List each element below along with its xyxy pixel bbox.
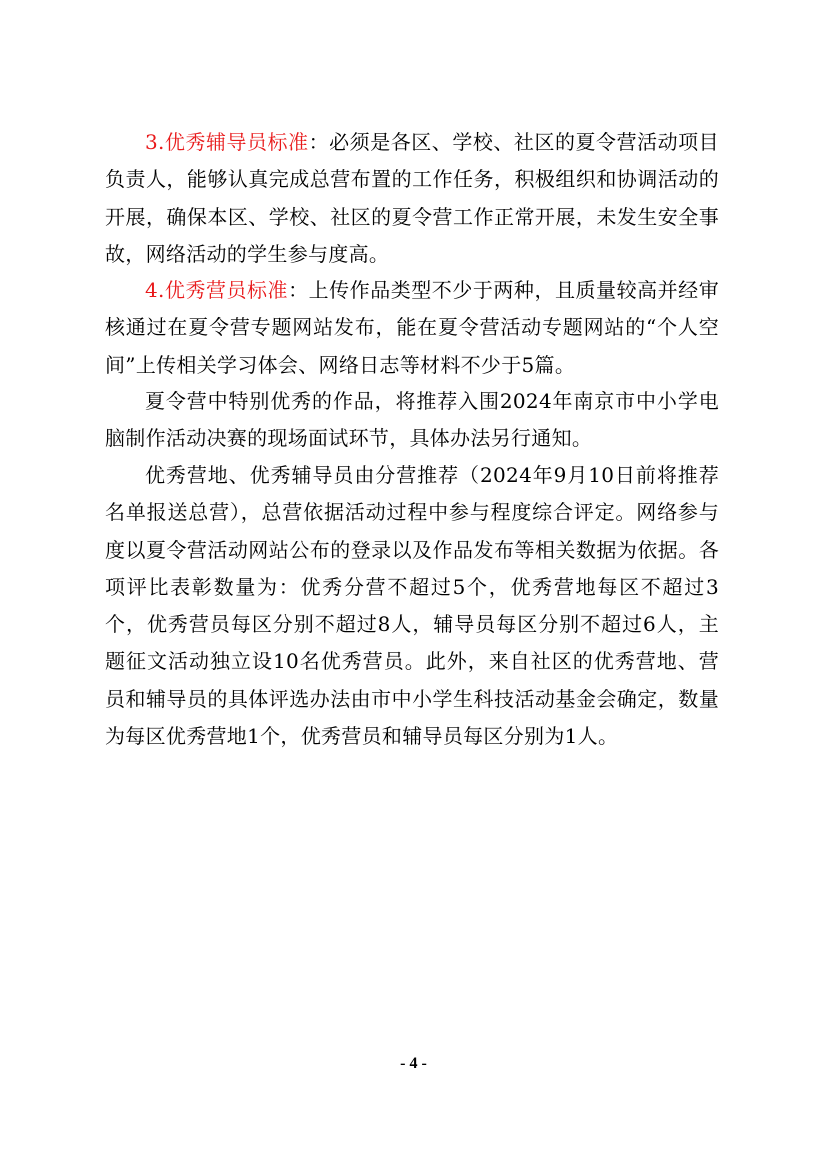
heading-colon: ： (288, 278, 309, 302)
criteria-heading: 3.优秀辅导员标准 (145, 130, 309, 154)
criteria-heading: 4.优秀营员标准 (145, 278, 289, 302)
paragraph-body: 优秀营地、优秀辅导员由分营推荐（2024年9月10日前将推荐名单报送总营），总营依据活动过程中参与程度综合评定。网络参与度以夏令营活动网站公布的登录以及作品发布等相关数据为依据。各项评比表彰数量为：优秀分营不超过5个，优秀营地每区不超过3个，优秀营员每区分别不超过8人，辅导员每区分别不超过6人，主题征文活动独立设10名优秀营员。此外，来自社区的优秀营地、营员和辅导员的具体评选办法由市中小学生科技活动基金会确定，数量为每区优秀营地1个，优秀营员和辅导员每区分别为1人。 (105, 463, 719, 749)
paragraph-body: 上传作品类型不少于两种，且质量较高并经审核通过在夏令营专题网站发布，能在夏令营活动专题网站的“个人空间”上传相关学习体会、网络日志等材料不少于5篇。 (105, 278, 719, 377)
heading-colon: ： (308, 130, 330, 154)
paragraph-excellent-counselor-criteria (105, 124, 719, 273)
paragraph-excellent-camper-criteria (105, 272, 719, 384)
page-number: - 4 - (400, 1055, 427, 1072)
paragraph-body: 必须是各区、学校、社区的夏令营活动项目负责人，能够认真完成总营布置的工作任务，积极组织和协调活动的开展，确保本区、学校、社区的夏令营工作正常开展，未发生安全事故，网络活动的学生参与度高。 (105, 130, 719, 266)
paragraph-body: 夏令营中特别优秀的作品，将推荐入围2024年南京市中小学电脑制作活动决赛的现场面试环节，具体办法另行通知。 (105, 389, 719, 451)
paragraph-outstanding-works (105, 383, 719, 458)
paragraph-recommendation-quotas (105, 457, 719, 755)
